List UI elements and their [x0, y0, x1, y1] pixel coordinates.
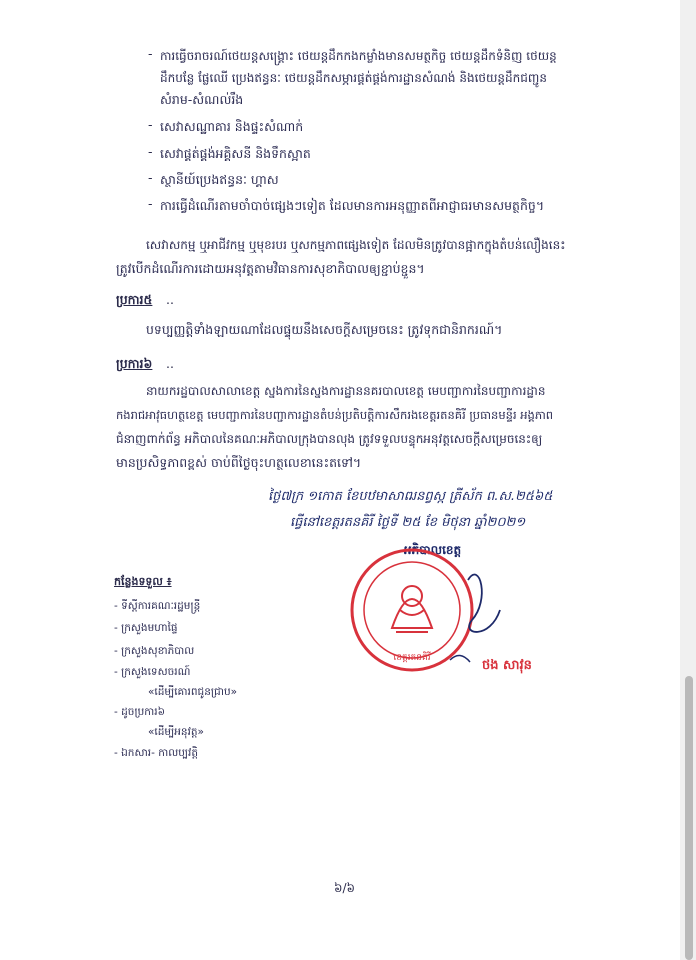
- signature-flourish: [450, 655, 470, 662]
- cc-item: - ក្រសួងសុខាភិបាល: [114, 645, 195, 657]
- stamp-text: ខេត្តរតនគិរី: [393, 653, 431, 663]
- bullet-dash: -: [148, 46, 153, 61]
- stamp-outer-ring: [352, 550, 472, 670]
- bullet-dash: -: [148, 117, 153, 132]
- date-lunar: ថ្ងៃ៧ក្រ ១កោត ខែបឋមាសាឍនព្វស្ក ត្រីស័ក ព.ស.២៥៦៥: [268, 489, 553, 504]
- cc-item: - ដូចប្រការ៦: [114, 706, 166, 718]
- bullet-2: សេវាសណ្ឋាគារ និងផ្ទះសំណាក់: [160, 119, 304, 134]
- bullet-1-line-2: ដឹកបន្លែ ផ្លែឈើ ប្រេងឥន្ធនៈ ថេយន្តដឹកសម្ភារផ្គត់ផ្គង់ការដ្ឋានសំណង់ និងថេយន្តដឹកជញ្ជូន: [160, 71, 547, 85]
- cc-note: «ដើម្បីគោរពជូនជ្រាប»: [148, 686, 238, 698]
- bullet-4: ស្ថានីយ៍ប្រេងឥន្ធនៈ ហ្គាស: [160, 172, 279, 187]
- cc-title: កន្លែងទទួល ៖: [114, 575, 172, 588]
- bullet-dash: -: [148, 144, 153, 159]
- paragraph-line-1: សេវាសកម្ម ឬអាជីវកម្ម ឬមុខរបរ ឬសកម្មភាពផ្សេងទៀត ដែលមិនត្រូវបានផ្អាកក្នុងតំបន់លឿងនេះ: [146, 238, 566, 252]
- date-solar: ធ្វើនៅខេត្តរតនគិរី ថ្ងៃទី ២៥ ខែ មិថុនា ឆ្នាំ២០២១: [290, 515, 526, 530]
- cc-item: - ទីស្ដីការគណៈរដ្ឋមន្ត្រី: [114, 600, 201, 612]
- article-5-text: បទប្បញ្ញត្តិទាំងឡាយណាដែលផ្ទុយនឹងសេចក្ដីសម្រេចនេះ ត្រូវទុកជានិរាករណ៍។: [146, 322, 503, 337]
- cc-note: «ដើម្បីអនុវត្ត»: [148, 726, 204, 738]
- bullet-dash: -: [148, 196, 153, 211]
- scrollbar-track[interactable]: [680, 0, 696, 960]
- article-6-line-2: កងរាជអាវុធហត្ថខេត្ត មេបញ្ជាការនៃបញ្ជាការដ្ឋានតំបន់ប្រតិបត្តិការសឹករងខេត្តរតនគិរី ប្រធានមន្ទីរ អង្គភាព: [116, 408, 554, 422]
- cc-item: - ក្រសួងទេសចរណ៍: [114, 666, 191, 678]
- scrollbar-thumb[interactable]: [685, 676, 693, 960]
- article-5-dots: ..: [166, 292, 174, 307]
- bullet-dash: -: [148, 170, 153, 185]
- page-number: ៦/៦: [334, 881, 356, 895]
- paragraph-line-2: ត្រូវបើកដំណើរការដោយអនុវត្តតាមវិធានការសុខាភិបាលឲ្យខ្ជាប់ខ្ជួន។: [116, 261, 425, 276]
- article-5-title: ប្រការ៥: [116, 292, 153, 307]
- article-6-dots: ..: [166, 356, 174, 371]
- stamp-emblem-icon: [392, 586, 432, 632]
- bullet-1-line-3: សំរាម-សំណល់រឹង: [160, 92, 244, 107]
- article-6-line-1: នាយករដ្ឋបាលសាលាខេត្ត ស្នងការនៃស្នងការដ្ឋាននគរបាលខេត្ត មេបញ្ជាការនៃបញ្ជាការដ្ឋាន: [146, 384, 546, 398]
- cc-item: - ក្រសួងមហាផ្ទៃ: [114, 622, 178, 634]
- signature-title: អភិបាលខេត្ត: [404, 543, 462, 557]
- bullet-1-line-1: ការធ្វើចរាចរណ៍ថេយន្តសង្គ្រោះ ថេយន្តដឹកកងកម្លាំងមានសមត្ថកិច្ច ថេយន្តដឹកទំនិញ ថេយន្ត: [160, 49, 557, 63]
- article-6-line-4: មានប្រសិទ្ធភាពខ្ពស់ ចាប់ពីថ្ងៃចុះហត្ថលេខានេះតទៅ។: [116, 455, 362, 470]
- cc-item: - ឯកសារ- កាលប្បវត្តិ: [114, 747, 199, 759]
- bullet-5: ការធ្វើដំណើរតាមចាំបាច់ផ្សេងៗទៀត ដែលមានការអនុញ្ញាតពីអាជ្ញាធរមានសមត្ថកិច្ច។: [160, 198, 545, 213]
- stamp-inner-ring: [364, 562, 460, 658]
- article-6-line-3: ជំនាញពាក់ព័ន្ធ អភិបាលនៃគណៈអភិបាលក្រុងបានលុង ត្រូវទទួលបន្ទុកអនុវត្តសេចក្ដីសម្រេចនេះឲ្យ: [116, 432, 543, 446]
- bullet-3: សេវាផ្គត់ផ្គង់អគ្គិសនី និងទឹកស្អាត: [160, 146, 311, 161]
- article-6-title: ប្រការ៦: [116, 356, 153, 371]
- signer-name: ថង សាវុន: [482, 658, 532, 673]
